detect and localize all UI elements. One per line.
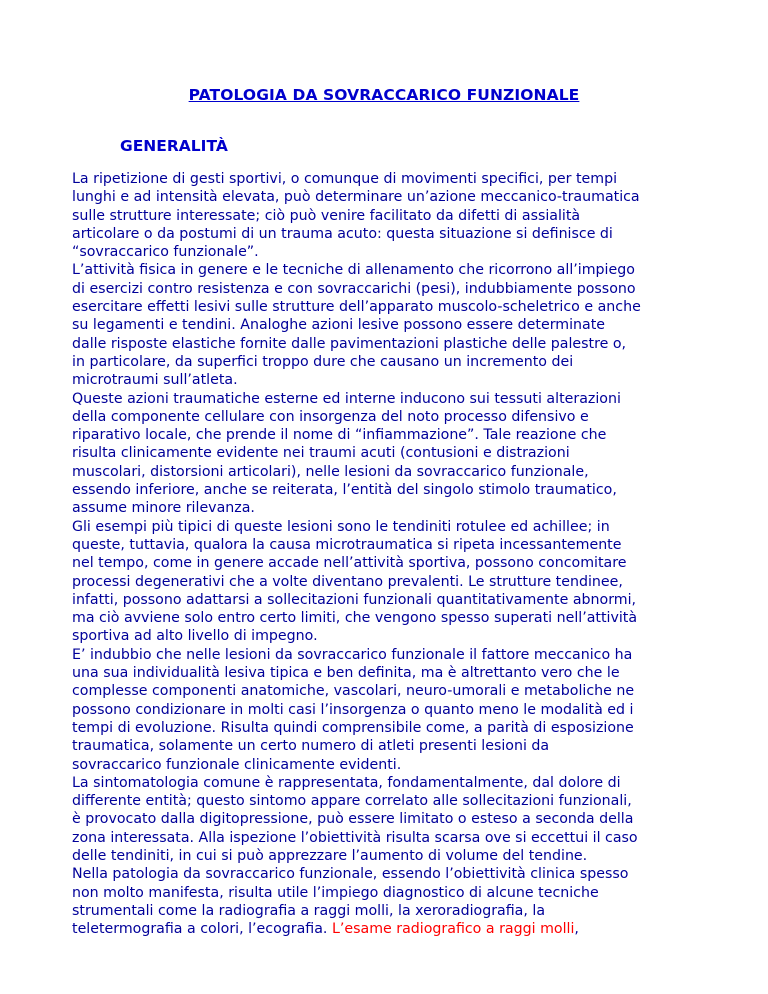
text-line: assume minore rilevanza. bbox=[72, 500, 255, 517]
text-line: sportiva ad alto livello di impegno. bbox=[72, 628, 318, 645]
text-line: in particolare, da superfici troppo dure che causano un incremento dei bbox=[72, 353, 574, 370]
body-paragraphs bbox=[72, 170, 712, 938]
text-line: muscolari, distorsioni articolari), nelle lesioni da sovraccarico funzionale, bbox=[72, 463, 589, 480]
text-line: La ripetizione di gesti sportivi, o comunque di movimenti specifici, per tempi bbox=[72, 171, 618, 187]
text-line: E’ indubbio che nelle lesioni da sovraccarico funzionale il fattore meccanico ha bbox=[72, 646, 633, 663]
text-line: processi degenerativi che a volte diventano prevalenti. Le strutture tendinee, bbox=[72, 573, 623, 590]
text-line: non molto manifesta, risulta utile l’impiego diagnostico di alcune tecniche bbox=[72, 884, 599, 901]
text-line: di esercizi contro resistenza e con sovraccarichi (pesi), indubbiamente possono bbox=[72, 280, 636, 297]
text-line: infatti, possono adattarsi a sollecitazioni funzionali quantitativamente abnormi, bbox=[72, 591, 637, 608]
text-line: Nella patologia da sovraccarico funzionale, essendo l’obiettività clinica spesso bbox=[72, 866, 629, 883]
text-line: sovraccarico funzionale clinicamente evidenti. bbox=[72, 756, 402, 773]
text-line: dalle risposte elastiche fornite dalle pavimentazioni plastiche delle palestre o, bbox=[72, 335, 627, 352]
text-line: della componente cellulare con insorgenza del noto processo difensivo e bbox=[72, 408, 589, 425]
text-line: queste, tuttavia, qualora la causa microtraumatica si ripeta incessantemente bbox=[72, 536, 622, 553]
text-line: L’attività fisica in genere e le tecniche di allenamento che ricorrono all’impiego bbox=[72, 262, 635, 279]
document-title: PATOLOGIA DA SOVRACCARICO FUNZIONALE bbox=[188, 86, 580, 104]
text-line: teletermografia a colori, l’ecografia. L’esame radiografico a raggi molli, bbox=[72, 921, 579, 938]
text-line: zona interessata. Alla ispezione l’obiettività risulta scarsa ove si eccettui il caso bbox=[72, 829, 638, 846]
text-line: esercitare effetti lesivi sulle strutture dell’apparato muscolo-scheletrico e anche bbox=[72, 299, 641, 316]
text-line: microtraumi sull’atleta. bbox=[72, 372, 238, 389]
text-line: possono condizionare in molti casi l’insorgenza o quanto meno le modalità ed i bbox=[72, 701, 634, 718]
text-line: una sua individualità lesiva tipica e ben definita, ma è altrettanto vero che le bbox=[72, 665, 620, 682]
text-line: ma ciò avviene solo entro certo limiti, che vengono spesso superati nell’attività bbox=[72, 610, 638, 627]
text-line: lunghi e ad intensità elevata, può determinare un’azione meccanico-traumatica bbox=[72, 189, 640, 206]
text-line: sulle strutture interessate; ciò può venire facilitato da difetti di assialità bbox=[72, 207, 581, 224]
text-line: nel tempo, come in genere accade nell’attività sportiva, possono concomitare bbox=[72, 555, 627, 572]
text-line: Queste azioni traumatiche esterne ed interne inducono sui tessuti alterazioni bbox=[72, 390, 621, 407]
text-line: differente entità; questo sintomo appare correlato alle sollecitazioni funzionali, bbox=[72, 793, 632, 810]
trailing-punctuation: , bbox=[574, 921, 579, 938]
text-line: Gli esempi più tipici di queste lesioni sono le tendiniti rotulee ed achillee; in bbox=[72, 518, 610, 535]
text-line: delle tendiniti, in cui si può apprezzare l’aumento di volume del tendine. bbox=[72, 847, 588, 864]
text-line: risulta clinicamente evidente nei traumi acuti (contusioni e distrazioni bbox=[72, 445, 570, 462]
text-line: su legamenti e tendini. Analoghe azioni lesive possono essere determinate bbox=[72, 317, 606, 334]
text-line: La sintomatologia comune è rappresentata, fondamentalmente, dal dolore di bbox=[72, 774, 621, 791]
text-line: tempi di evoluzione. Risulta quindi comprensibile come, a parità di esposizione bbox=[72, 719, 634, 736]
text-line: essendo inferiore, anche se reiterata, l’entità del singolo stimolo traumatico, bbox=[72, 482, 617, 499]
text-line: complesse componenti anatomiche, vascolari, neuro-umorali e metaboliche ne bbox=[72, 683, 635, 700]
section-heading: GENERALITÀ bbox=[120, 137, 228, 155]
highlighted-text: L’esame radiografico a raggi molli bbox=[331, 921, 575, 938]
text-line: riparativo locale, che prende il nome di “infiammazione”. Tale reazione che bbox=[72, 427, 607, 444]
text-line: è provocato dalla digitopressione, può essere limitato o esteso a seconda della bbox=[72, 811, 634, 828]
text-line: traumatica, solamente un certo numero di atleti presenti lesioni da bbox=[72, 738, 550, 755]
text-line: strumentali come la radiografia a raggi molli, la xeroradiografia, la bbox=[72, 902, 546, 919]
text-line: “sovraccarico funzionale”. bbox=[72, 244, 259, 261]
text-line: articolare o da postumi di un trauma acuto: questa situazione si definisce di bbox=[72, 225, 613, 242]
